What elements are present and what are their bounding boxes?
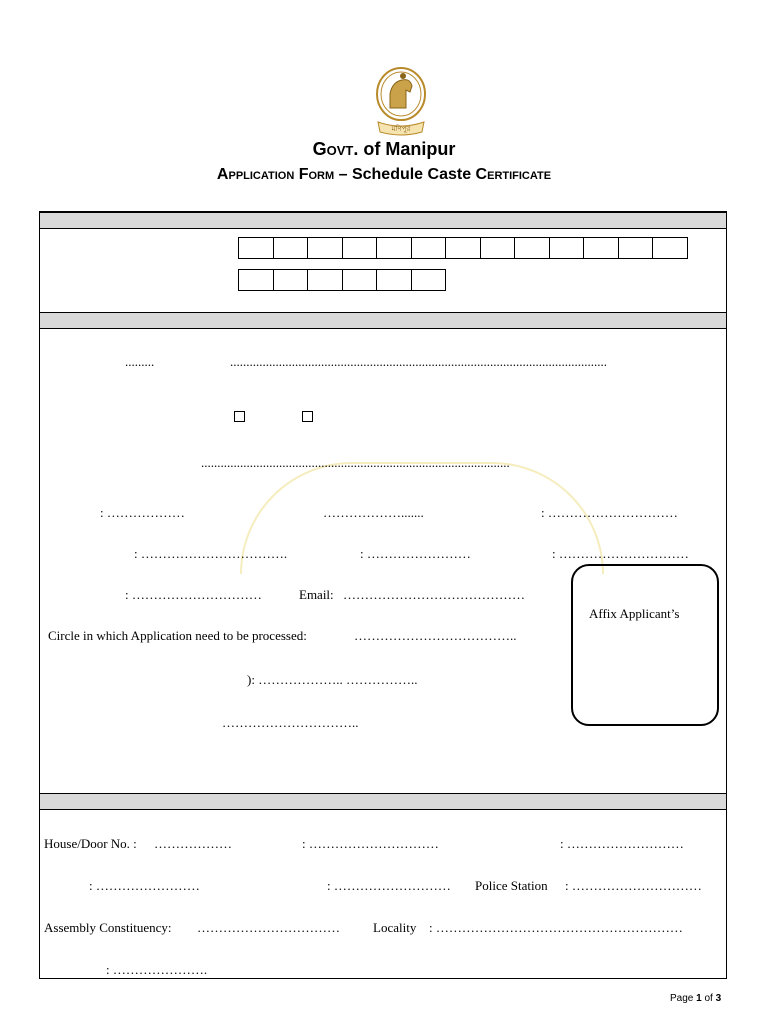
id-cell[interactable] xyxy=(376,237,412,259)
field-row2-col3[interactable]: : ………………………… xyxy=(552,546,689,561)
section-bar-2 xyxy=(40,312,726,329)
id-cell[interactable] xyxy=(307,269,343,291)
locality-field[interactable]: : ………………………………………………… xyxy=(429,920,683,935)
id-cell[interactable] xyxy=(411,237,447,259)
id-cells-row1[interactable] xyxy=(239,237,688,259)
field-row1-col1[interactable]: : ……………… xyxy=(100,505,185,520)
address-row2-col1[interactable]: : …………………… xyxy=(89,878,200,893)
id-cell[interactable] xyxy=(480,237,516,259)
id-cell[interactable] xyxy=(238,269,274,291)
id-cell[interactable] xyxy=(549,237,585,259)
circle-field[interactable]: ……………………………….. xyxy=(354,628,517,643)
field-row6[interactable]: ………………………….. xyxy=(222,715,359,730)
page-number xyxy=(670,993,721,1004)
police-station-label: Police Station xyxy=(475,878,548,893)
id-cell[interactable] xyxy=(342,269,378,291)
gender-checkbox-1[interactable] xyxy=(234,411,245,422)
page-of: of xyxy=(701,993,716,1004)
gender-checkbox-2[interactable] xyxy=(302,411,313,422)
id-cell[interactable] xyxy=(376,269,412,291)
id-cell[interactable] xyxy=(273,237,309,259)
id-cell[interactable] xyxy=(411,269,447,291)
id-cell[interactable] xyxy=(514,237,550,259)
photo-label: Affix Applicant’s xyxy=(589,606,680,621)
id-cells-row2[interactable] xyxy=(239,269,446,291)
page-total: 3 xyxy=(715,993,722,1004)
field-row5[interactable]: ): ……………….. …………….. xyxy=(247,672,418,687)
id-cell[interactable] xyxy=(445,237,481,259)
field-row1-col3[interactable]: : ………………………… xyxy=(541,505,678,520)
id-cell[interactable] xyxy=(273,269,309,291)
page-subtitle xyxy=(0,166,768,184)
title-govt: Govt. xyxy=(312,139,359,159)
father-name-dots[interactable]: ............................................................................................... xyxy=(201,455,510,470)
subtitle-schedule-caste: – Schedule Caste xyxy=(334,166,476,183)
id-cell[interactable] xyxy=(618,237,654,259)
locality-label: Locality xyxy=(373,920,417,935)
page-prefix: Page xyxy=(670,993,697,1004)
police-station-field[interactable]: : ………………………… xyxy=(565,878,702,893)
subtitle-application-form: Application Form xyxy=(216,166,335,183)
id-cell[interactable] xyxy=(307,237,343,259)
name-dots-long[interactable]: .................................................................................................................... xyxy=(230,354,607,369)
title-manipur: of Manipur xyxy=(358,139,456,159)
id-cell[interactable] xyxy=(583,237,619,259)
form-frame xyxy=(39,211,727,979)
house-field[interactable]: ……………… xyxy=(154,836,232,851)
field-row2-col2[interactable]: : …………………… xyxy=(360,546,471,561)
section-bar-3 xyxy=(40,793,726,810)
id-cell[interactable] xyxy=(238,237,274,259)
address-row1-col2[interactable]: : ………………………… xyxy=(302,836,439,851)
email-label: Email: xyxy=(299,587,334,602)
photo-box xyxy=(571,564,719,726)
id-cell[interactable] xyxy=(652,237,688,259)
circle-label: Circle in which Application need to be processed: xyxy=(48,628,307,643)
subtitle-certificate: Certificate xyxy=(475,166,552,183)
field-row2-col1[interactable]: : ……………………………. xyxy=(134,546,288,561)
page-title xyxy=(0,139,768,160)
name-dots-short[interactable]: ......... xyxy=(125,354,155,369)
field-row3-col1[interactable]: : ………………………… xyxy=(125,587,262,602)
assembly-label: Assembly Constituency: xyxy=(44,920,172,935)
email-field[interactable]: …………………………………… xyxy=(343,587,525,602)
field-row1-col2[interactable]: ………………....... xyxy=(323,505,424,520)
assembly-field[interactable]: …………………………… xyxy=(197,920,340,935)
address-row4-col1[interactable]: : …………………. xyxy=(106,962,208,977)
emblem-text: মণিপুর xyxy=(391,125,411,133)
manipur-emblem xyxy=(372,64,430,138)
page-current: 1 xyxy=(696,993,702,1004)
id-cell[interactable] xyxy=(342,237,378,259)
address-row2-col2[interactable]: : ……………………… xyxy=(327,878,451,893)
section-bar-1 xyxy=(40,212,726,229)
address-row1-col3[interactable]: : ……………………… xyxy=(560,836,684,851)
house-label: House/Door No. : xyxy=(44,836,137,851)
